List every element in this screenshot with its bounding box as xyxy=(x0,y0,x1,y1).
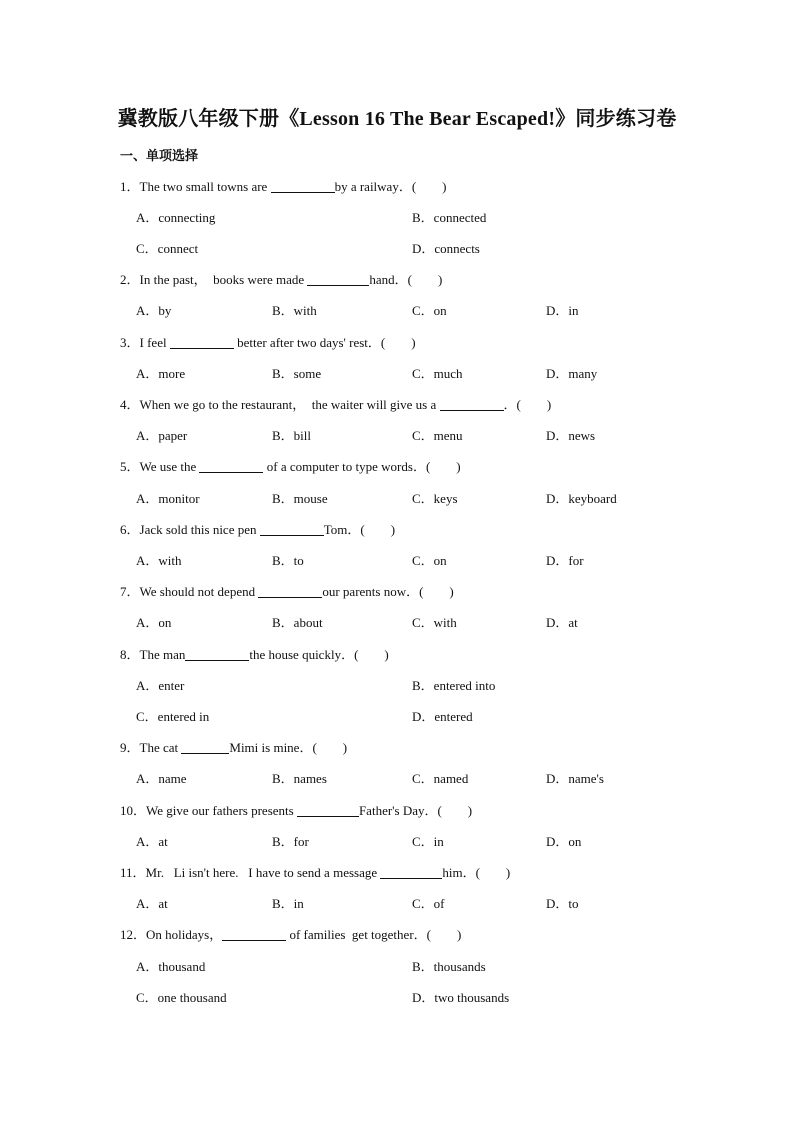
question-8-options-row2 xyxy=(136,706,696,726)
question-3-options xyxy=(136,363,696,383)
question-number: 12． xyxy=(120,927,147,942)
question-text-after: hand．( ) xyxy=(369,272,443,287)
option-d[interactable]: D．two thousands xyxy=(412,990,510,1005)
option-a[interactable]: A．at xyxy=(136,896,168,911)
answer-blank xyxy=(199,459,263,473)
option-a[interactable]: A．at xyxy=(136,834,168,849)
question-number: 10． xyxy=(120,803,147,818)
question-number: 7． xyxy=(120,584,140,599)
question-3 xyxy=(120,332,416,351)
option-b[interactable]: B．to xyxy=(272,553,304,568)
question-text-after: by a railway．( ) xyxy=(334,179,447,194)
question-text-before: Jack sold this nice pen xyxy=(139,522,260,537)
question-1-options-row1 xyxy=(136,207,696,227)
answer-blank xyxy=(170,335,234,349)
option-b[interactable]: B．with xyxy=(272,303,317,318)
question-5 xyxy=(120,456,461,475)
option-b[interactable]: B．mouse xyxy=(272,491,328,506)
option-b[interactable]: B．in xyxy=(272,896,304,911)
answer-blank xyxy=(380,865,442,879)
option-c[interactable]: C．much xyxy=(412,366,463,381)
question-2 xyxy=(120,269,442,288)
option-d[interactable]: D．at xyxy=(546,615,578,630)
option-a[interactable]: A．on xyxy=(136,615,172,630)
option-c[interactable]: C．named xyxy=(412,771,469,786)
option-a[interactable]: A．monitor xyxy=(136,491,200,506)
question-9-options xyxy=(136,768,696,788)
question-text-after: ．( ) xyxy=(503,397,552,412)
answer-blank xyxy=(307,272,369,286)
question-10 xyxy=(120,800,472,819)
option-c[interactable]: C．of xyxy=(412,896,445,911)
option-b[interactable]: B．thousands xyxy=(412,959,486,974)
question-number: 1． xyxy=(120,179,140,194)
question-4-options xyxy=(136,425,696,445)
option-a[interactable]: A．by xyxy=(136,303,172,318)
option-a[interactable]: A．more xyxy=(136,366,186,381)
answer-blank xyxy=(440,397,504,411)
question-number: 11． xyxy=(120,865,146,880)
question-text-after: our parents now．( ) xyxy=(322,584,454,599)
question-text-after: him．( ) xyxy=(442,865,511,880)
question-4 xyxy=(120,394,551,413)
answer-blank xyxy=(260,522,324,536)
question-number: 4． xyxy=(120,397,140,412)
answer-blank xyxy=(297,803,359,817)
question-text-after: of a computer to type words．( ) xyxy=(263,459,461,474)
question-text-after: the house quickly．( ) xyxy=(249,647,389,662)
option-d[interactable]: D．to xyxy=(546,896,579,911)
option-a[interactable]: A．enter xyxy=(136,678,185,693)
question-text-before: We should not depend xyxy=(139,584,259,599)
question-10-options xyxy=(136,831,696,851)
answer-blank xyxy=(185,647,249,661)
answer-blank xyxy=(222,927,286,941)
option-b[interactable]: B．bill xyxy=(272,428,312,443)
option-c[interactable]: C．keys xyxy=(412,491,458,506)
question-number: 8． xyxy=(120,647,140,662)
question-12-options-row1 xyxy=(136,956,696,976)
question-8-options-row1 xyxy=(136,675,696,695)
option-a[interactable]: A．paper xyxy=(136,428,188,443)
question-5-options xyxy=(136,488,696,508)
question-2-options xyxy=(136,300,696,320)
question-text-before: When we go to the restaurant， the waiter will give us a xyxy=(139,397,440,412)
option-d[interactable]: D．in xyxy=(546,303,579,318)
option-b[interactable]: B．for xyxy=(272,834,309,849)
question-text-after: Mimi is mine．( ) xyxy=(229,740,348,755)
question-1 xyxy=(120,176,447,195)
answer-blank xyxy=(258,584,322,598)
answer-blank xyxy=(271,179,335,193)
question-number: 3． xyxy=(120,335,140,350)
option-a[interactable]: A．thousand xyxy=(136,959,206,974)
question-9 xyxy=(120,737,347,756)
question-6-options xyxy=(136,550,696,570)
question-6 xyxy=(120,519,395,538)
question-text-before: We give our fathers presents xyxy=(146,803,297,818)
answer-blank xyxy=(181,740,229,754)
question-11-options xyxy=(136,893,696,913)
option-c[interactable]: C．menu xyxy=(412,428,463,443)
worksheet-title: 冀教版八年级下册《Lesson 16 The Bear Escaped!》同步练习卷 xyxy=(117,108,677,130)
question-1-options-row2 xyxy=(136,238,696,258)
option-d[interactable]: D．many xyxy=(546,366,598,381)
option-b[interactable]: B．entered into xyxy=(412,678,496,693)
question-text-after: better after two days' rest．( ) xyxy=(233,335,416,350)
option-d[interactable]: D．keyboard xyxy=(546,491,617,506)
option-a[interactable]: A．connecting xyxy=(136,210,216,225)
option-d[interactable]: D．on xyxy=(546,834,582,849)
question-number: 9． xyxy=(120,740,140,755)
question-number: 6． xyxy=(120,522,140,537)
option-d[interactable]: D．name's xyxy=(546,771,604,786)
question-text-after: of families get together．( ) xyxy=(286,927,462,942)
question-text-before: Mr. Li isn't here. I have to send a message xyxy=(145,865,381,880)
question-text-before: In the past， books were made xyxy=(139,272,308,287)
option-a[interactable]: A．with xyxy=(136,553,182,568)
question-7-options xyxy=(136,612,696,632)
option-c[interactable]: C．connect xyxy=(136,241,199,256)
option-b[interactable]: B．connected xyxy=(412,210,487,225)
question-text-after: Tom．( ) xyxy=(323,522,396,537)
option-b[interactable]: B．some xyxy=(272,366,322,381)
option-b[interactable]: B．names xyxy=(272,771,327,786)
question-text-before: On holidays， xyxy=(146,927,223,942)
option-c[interactable]: C．in xyxy=(412,834,444,849)
option-c[interactable]: C．one thousand xyxy=(136,990,227,1005)
option-a[interactable]: A．name xyxy=(136,771,187,786)
option-c[interactable]: C．on xyxy=(412,303,447,318)
option-c[interactable]: C．with xyxy=(412,615,457,630)
option-d[interactable]: D．for xyxy=(546,553,584,568)
question-11 xyxy=(120,862,510,881)
option-d[interactable]: D．news xyxy=(546,428,596,443)
question-text-before: I feel xyxy=(139,335,170,350)
question-text-before: The two small towns are xyxy=(139,179,271,194)
option-b[interactable]: B．about xyxy=(272,615,323,630)
question-text-after: Father's Day．( ) xyxy=(358,803,473,818)
option-c[interactable]: C．entered in xyxy=(136,709,210,724)
question-8 xyxy=(120,644,389,663)
option-c[interactable]: C．on xyxy=(412,553,447,568)
question-text-before: The cat xyxy=(139,740,182,755)
question-number: 2． xyxy=(120,272,140,287)
question-text-before: The man xyxy=(139,647,186,662)
section-heading: 一、单项选择 xyxy=(120,148,199,163)
option-d[interactable]: D．connects xyxy=(412,241,480,256)
question-text-before: We use the xyxy=(139,459,200,474)
question-12 xyxy=(120,924,461,943)
question-number: 5． xyxy=(120,459,140,474)
question-7 xyxy=(120,581,454,600)
option-d[interactable]: D．entered xyxy=(412,709,473,724)
question-12-options-row2 xyxy=(136,987,696,1007)
